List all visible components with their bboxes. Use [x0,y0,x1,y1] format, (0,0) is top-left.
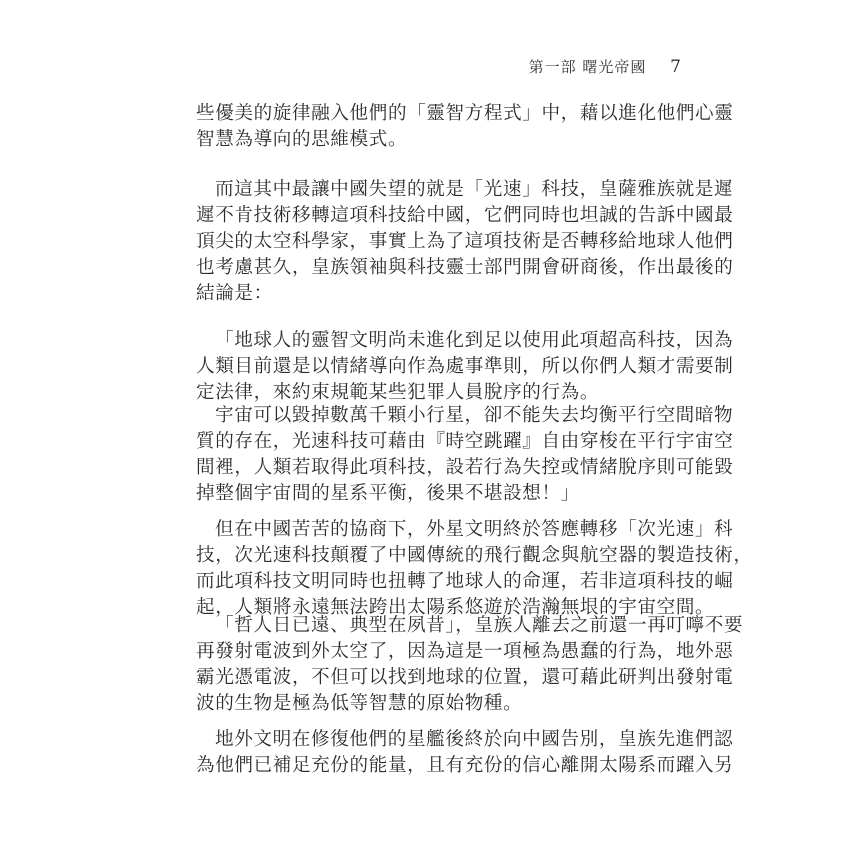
text-line: 再發射電波到外太空了，因為這是一項極為愚蠢的行為，地外惡 [196,641,734,662]
text-line: 智慧為導向的思維模式。 [196,129,408,150]
text-line: 人類目前還是以情緒導向作為處事準則，所以你們人類才需要制 [196,356,734,377]
text-line: 但在中國苦苦的協商下，外星文明終於答應轉移「次光速」科 [215,519,734,540]
text-line: 「地球人的靈智文明尚未進化到足以使用此項超高科技，因為 [215,330,734,351]
text-line: 霸光憑電波，不但可以找到地球的位置，還可藉此研判出發射電 [196,667,734,688]
chapter-title: 曙光帝國 [582,58,647,76]
text-line: 而此項科技文明同時也扭轉了地球人的命運，若非這項科技的崛 [196,571,734,592]
text-line: 為他們已補足充份的能量，且有充份的信心離開太陽系而躍入另 [196,755,734,776]
text-line: 掉整個宇宙間的星系平衡，後果不堪設想！」 [196,483,580,504]
running-header [529,56,682,77]
text-line: 結論是： [196,283,273,304]
text-line: 定法律，來約束規範某些犯罪人員脫序的行為。 [196,382,600,403]
text-line: 「哲人日已遠、典型在夙昔」，皇族人離去之前還一再叮嚀不要 [215,615,744,636]
text-line: 頂尖的太空科學家，事實上為了這項技術是否轉移給地球人他們 [196,231,734,252]
text-line: 質的存在，光速科技可藉由『時空跳躍』自由穿梭在平行宇宙空 [196,431,734,452]
text-line: 宇宙可以毀掉數萬千顆小行星，卻不能失去均衡平行空間暗物 [215,405,734,426]
text-line: 而這其中最讓中國失望的就是「光速」科技，皇薩雅族就是遲 [215,179,734,200]
text-line: 些優美的旋律融入他們的「靈智方程式」中，藉以進化他們心靈 [196,103,734,124]
text-line: 也考慮甚久，皇族領袖與科技靈士部門開會研商後，作出最後的 [196,257,734,278]
page-number: 7 [670,57,682,77]
text-line: 間裡，人類若取得此項科技，設若行為失控或情緒脫序則可能毀 [196,457,734,478]
text-line: 技，次光速科技顛覆了中國傳統的飛行觀念與航空器的製造技術， [196,545,753,566]
text-line: 起，人類將永遠無法跨出太陽系悠遊於浩瀚無垠的宇宙空間。 [196,597,715,618]
text-line: 波的生物是極為低等智慧的原始物種。 [196,693,523,714]
text-line: 遲不肯技術移轉這項科技給中國，它們同時也坦誠的告訴中國最 [196,205,734,226]
text-line: 地外文明在修復他們的星艦後終於向中國告別，皇族先進們認 [215,729,734,750]
part-label: 第一部 [528,58,577,76]
